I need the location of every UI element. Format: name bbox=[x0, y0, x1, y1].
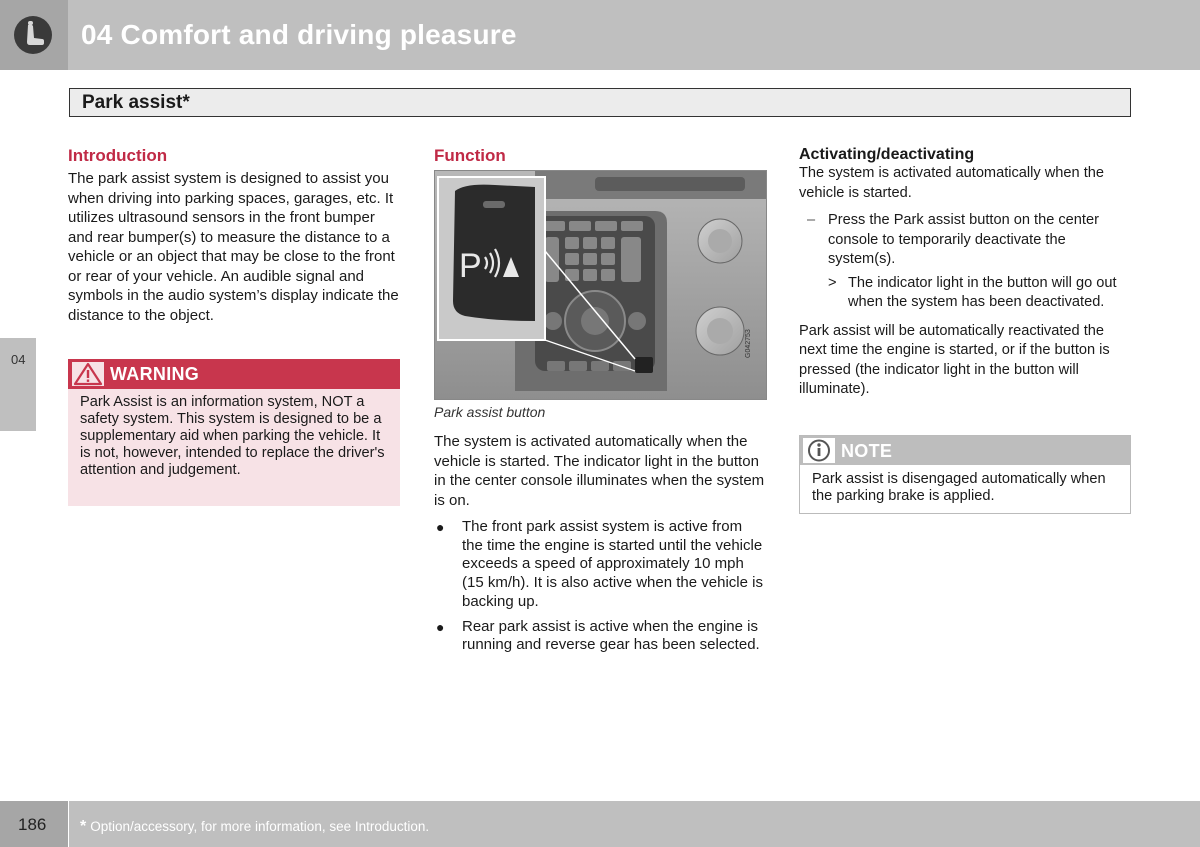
section-title: Park assist* bbox=[82, 92, 190, 113]
page-number: 186 bbox=[18, 815, 47, 834]
footnote-text: Option/accessory, for more information, see Introduction. bbox=[90, 819, 430, 834]
result-text: The indicator light in the button will go out when the system has been deactivated. bbox=[848, 274, 1117, 310]
svg-text:P: P bbox=[459, 247, 482, 285]
bullet-text: The front park assist system is active from the time the engine is started until the vehicle exceeds a speed of approximately 10 mph (15 km/h). It is also active when the vehicle is backing up. bbox=[462, 518, 763, 610]
bullet-icon: ● bbox=[436, 519, 445, 535]
function-text: The system is activated automatically when the vehicle is started. The indicator light in the button in the center console illuminates when the system is on. bbox=[434, 433, 765, 509]
function-body bbox=[434, 429, 767, 661]
warning-header bbox=[68, 359, 400, 389]
footer-page-box bbox=[0, 801, 68, 847]
note-title: NOTE bbox=[841, 441, 893, 461]
list-item bbox=[434, 518, 767, 612]
side-tab-label: 04 bbox=[11, 352, 26, 367]
result-item bbox=[799, 274, 1131, 313]
list-item bbox=[434, 618, 767, 655]
warning-box bbox=[68, 359, 400, 506]
chapter-side-tab bbox=[0, 338, 36, 431]
result-marker: > bbox=[828, 274, 837, 291]
activating-section bbox=[799, 145, 1131, 400]
activating-heading: Activating/deactivating bbox=[799, 146, 975, 163]
activating-intro: The system is activated automatically when the vehicle is started. bbox=[799, 165, 1104, 201]
introduction-heading: Introduction bbox=[68, 146, 168, 165]
function-heading: Function bbox=[434, 146, 506, 165]
info-icon bbox=[803, 438, 835, 463]
figure-code: G042753 bbox=[745, 329, 752, 358]
warning-triangle-icon bbox=[72, 362, 104, 386]
reactivation-text: Park assist will be automatically reactivated the next time the engine is started, or if the button is pressed (the indicator light in the button will illuminate). bbox=[799, 322, 1110, 397]
function-bullet-list bbox=[434, 518, 767, 655]
chapter-title: 04 Comfort and driving pleasure bbox=[81, 19, 517, 50]
bullet-text: Rear park assist is active when the engine is running and reverse gear has been selected. bbox=[462, 617, 760, 654]
footer-bar bbox=[69, 801, 1200, 847]
warning-text: Park Assist is an information system, NOT a safety system. This system is designed to be a supplementary aid when parking the vehicle. It is not, however, intended to replace the driver's attention and judgement. bbox=[80, 394, 385, 478]
note-box bbox=[799, 435, 1131, 514]
note-header bbox=[800, 436, 1130, 465]
dash-marker: – bbox=[807, 212, 816, 228]
chapter-icon-box bbox=[0, 0, 68, 70]
step-text: Press the Park assist button on the center console to temporarily deactivate the system(s). bbox=[828, 212, 1099, 267]
activating-steps bbox=[799, 211, 1131, 313]
step-item bbox=[799, 211, 1131, 270]
introduction-section bbox=[68, 145, 400, 325]
bullet-icon: ● bbox=[436, 618, 445, 635]
introduction-text: The park assist system is designed to assist you when driving into parking spaces, garages, etc. It utilizes ultrasound sensors in the front bumper and rear bumper(s) to measure the distance to a vehicle or an object that may be close to the front or rear of your vehicle. An audible signal and symbols in the audio system’s display indicate the distance to the object. bbox=[68, 170, 399, 324]
warning-title: WARNING bbox=[110, 364, 200, 384]
section-header bbox=[69, 88, 1131, 117]
seat-icon bbox=[14, 16, 52, 54]
figure-caption: Park assist button bbox=[434, 404, 546, 420]
note-text: Park assist is disengaged automatically when the parking brake is applied. bbox=[812, 471, 1106, 504]
footnote bbox=[80, 818, 429, 836]
footnote-star: * bbox=[80, 818, 87, 835]
park-assist-button-photo bbox=[434, 170, 767, 400]
function-section bbox=[434, 145, 767, 166]
